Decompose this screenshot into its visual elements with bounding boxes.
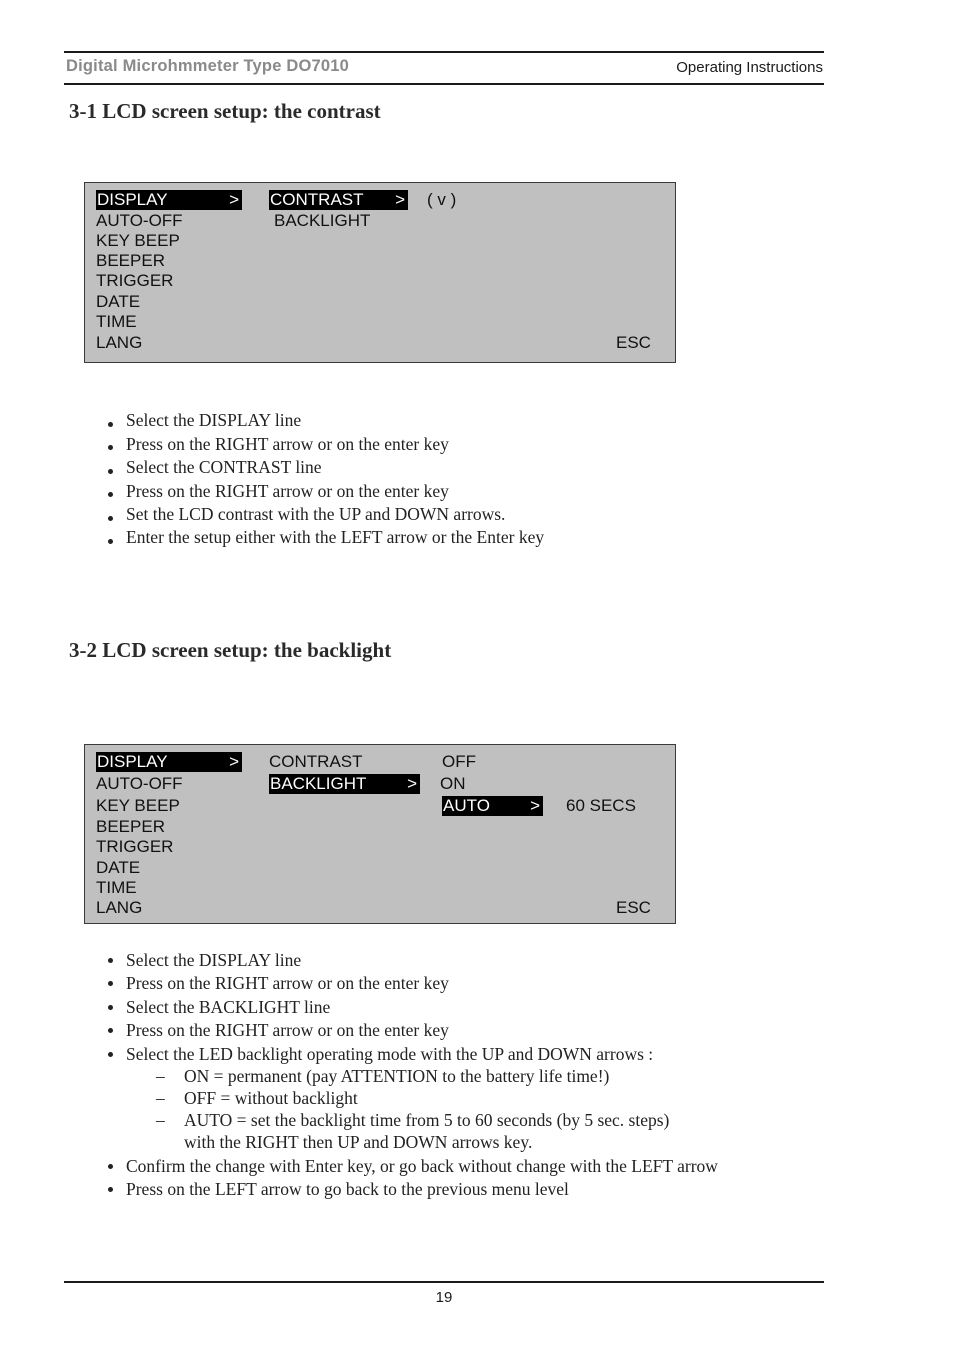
header-rule-top bbox=[64, 51, 824, 53]
bullet-dot bbox=[108, 1164, 113, 1169]
footer-rule bbox=[64, 1281, 824, 1283]
bullet-dot bbox=[108, 1005, 113, 1010]
contrast-step-6: Enter the setup either with the LEFT arrow or the Enter key bbox=[126, 527, 545, 547]
esc-label: ESC bbox=[616, 898, 651, 917]
contrast-step-3: Select the CONTRAST line bbox=[126, 457, 322, 477]
bullet-dot bbox=[108, 539, 113, 544]
menu-item-display-selected: DISPLAY > bbox=[96, 752, 242, 772]
backlight-mode-auto-selected: AUTO > bbox=[442, 796, 543, 816]
menu-item-time: TIME bbox=[96, 878, 137, 897]
backlight-step-5: Select the LED backlight operating mode with the UP and DOWN arrows : bbox=[126, 1044, 654, 1064]
contrast-step-1: Select the DISPLAY line bbox=[126, 410, 302, 430]
bullet-dot bbox=[108, 492, 113, 497]
mode-off-description: OFF = without backlight bbox=[184, 1088, 358, 1108]
menu-item-trigger: TRIGGER bbox=[96, 271, 174, 290]
bullet-dot bbox=[108, 445, 113, 450]
backlight-step-6: Confirm the change with Enter key, or go back without change with the LEFT arrow bbox=[126, 1156, 718, 1176]
dash-marker: – bbox=[156, 1066, 165, 1086]
header-doc-type: Operating Instructions bbox=[676, 59, 823, 76]
bullet-dot bbox=[108, 469, 113, 474]
contrast-step-4: Press on the RIGHT arrow or on the enter key bbox=[126, 481, 449, 501]
contrast-step-2: Press on the RIGHT arrow or on the enter key bbox=[126, 434, 449, 454]
section-title-contrast: 3-1 LCD screen setup: the contrast bbox=[69, 99, 381, 123]
bullet-dot bbox=[108, 1187, 113, 1192]
backlight-step-4: Press on the RIGHT arrow or on the enter key bbox=[126, 1020, 449, 1040]
bullet-dot bbox=[108, 981, 113, 986]
menu-item-key-beep: KEY BEEP bbox=[96, 796, 180, 815]
mode-auto-description: AUTO = set the backlight time from 5 to 60 seconds (by 5 sec. steps) bbox=[184, 1110, 670, 1130]
header-product-title: Digital Microhmmeter Type DO7010 bbox=[66, 57, 350, 75]
menu-item-date: DATE bbox=[96, 292, 141, 311]
esc-label: ESC bbox=[616, 333, 651, 352]
submenu-item-contrast-selected: CONTRAST > bbox=[269, 190, 408, 210]
menu-item-trigger: TRIGGER bbox=[96, 837, 174, 856]
backlight-mode-on: ON bbox=[440, 774, 466, 793]
menu-item-display-selected: DISPLAY > bbox=[96, 190, 242, 210]
menu-item-auto-off: AUTO-OFF bbox=[96, 774, 183, 793]
menu-item-lang: LANG bbox=[96, 333, 143, 352]
lcd-screen-contrast bbox=[84, 182, 676, 363]
menu-item-beeper: BEEPER bbox=[96, 251, 165, 270]
auto-time-value: 60 SECS bbox=[566, 796, 636, 815]
backlight-step-3: Select the BACKLIGHT line bbox=[126, 997, 331, 1017]
backlight-step-1: Select the DISPLAY line bbox=[126, 950, 302, 970]
bullet-dot bbox=[108, 422, 113, 427]
backlight-step-7: Press on the LEFT arrow to go back to the previous menu level bbox=[126, 1179, 569, 1199]
bullet-dot bbox=[108, 1052, 113, 1057]
contrast-value-indicator: ( v ) bbox=[427, 190, 457, 209]
submenu-item-backlight: BACKLIGHT bbox=[274, 211, 371, 230]
mode-on-description: ON = permanent (pay ATTENTION to the battery life time!) bbox=[184, 1066, 610, 1086]
bullet-dot bbox=[108, 1028, 113, 1033]
bullet-dot bbox=[108, 958, 113, 963]
menu-item-auto-off: AUTO-OFF bbox=[96, 211, 183, 230]
menu-item-time: TIME bbox=[96, 312, 137, 331]
backlight-step-2: Press on the RIGHT arrow or on the enter key bbox=[126, 973, 449, 993]
submenu-item-contrast: CONTRAST bbox=[269, 752, 363, 771]
bullet-dot bbox=[108, 516, 113, 521]
menu-item-lang: LANG bbox=[96, 898, 143, 917]
menu-item-beeper: BEEPER bbox=[96, 817, 165, 836]
lcd-screen-backlight bbox=[84, 744, 676, 924]
menu-item-date: DATE bbox=[96, 858, 141, 877]
page-number: 19 bbox=[435, 1289, 453, 1306]
mode-auto-description-continued: with the RIGHT then UP and DOWN arrows key. bbox=[184, 1132, 533, 1152]
header-rule-bottom bbox=[64, 83, 824, 85]
dash-marker: – bbox=[156, 1110, 165, 1130]
menu-item-key-beep: KEY BEEP bbox=[96, 231, 180, 250]
section-title-backlight: 3-2 LCD screen setup: the backlight bbox=[69, 638, 392, 662]
contrast-step-5: Set the LCD contrast with the UP and DOWN arrows. bbox=[126, 504, 506, 524]
backlight-mode-off: OFF bbox=[442, 752, 476, 771]
dash-marker: – bbox=[156, 1088, 165, 1108]
submenu-item-backlight-selected: BACKLIGHT > bbox=[269, 774, 420, 794]
